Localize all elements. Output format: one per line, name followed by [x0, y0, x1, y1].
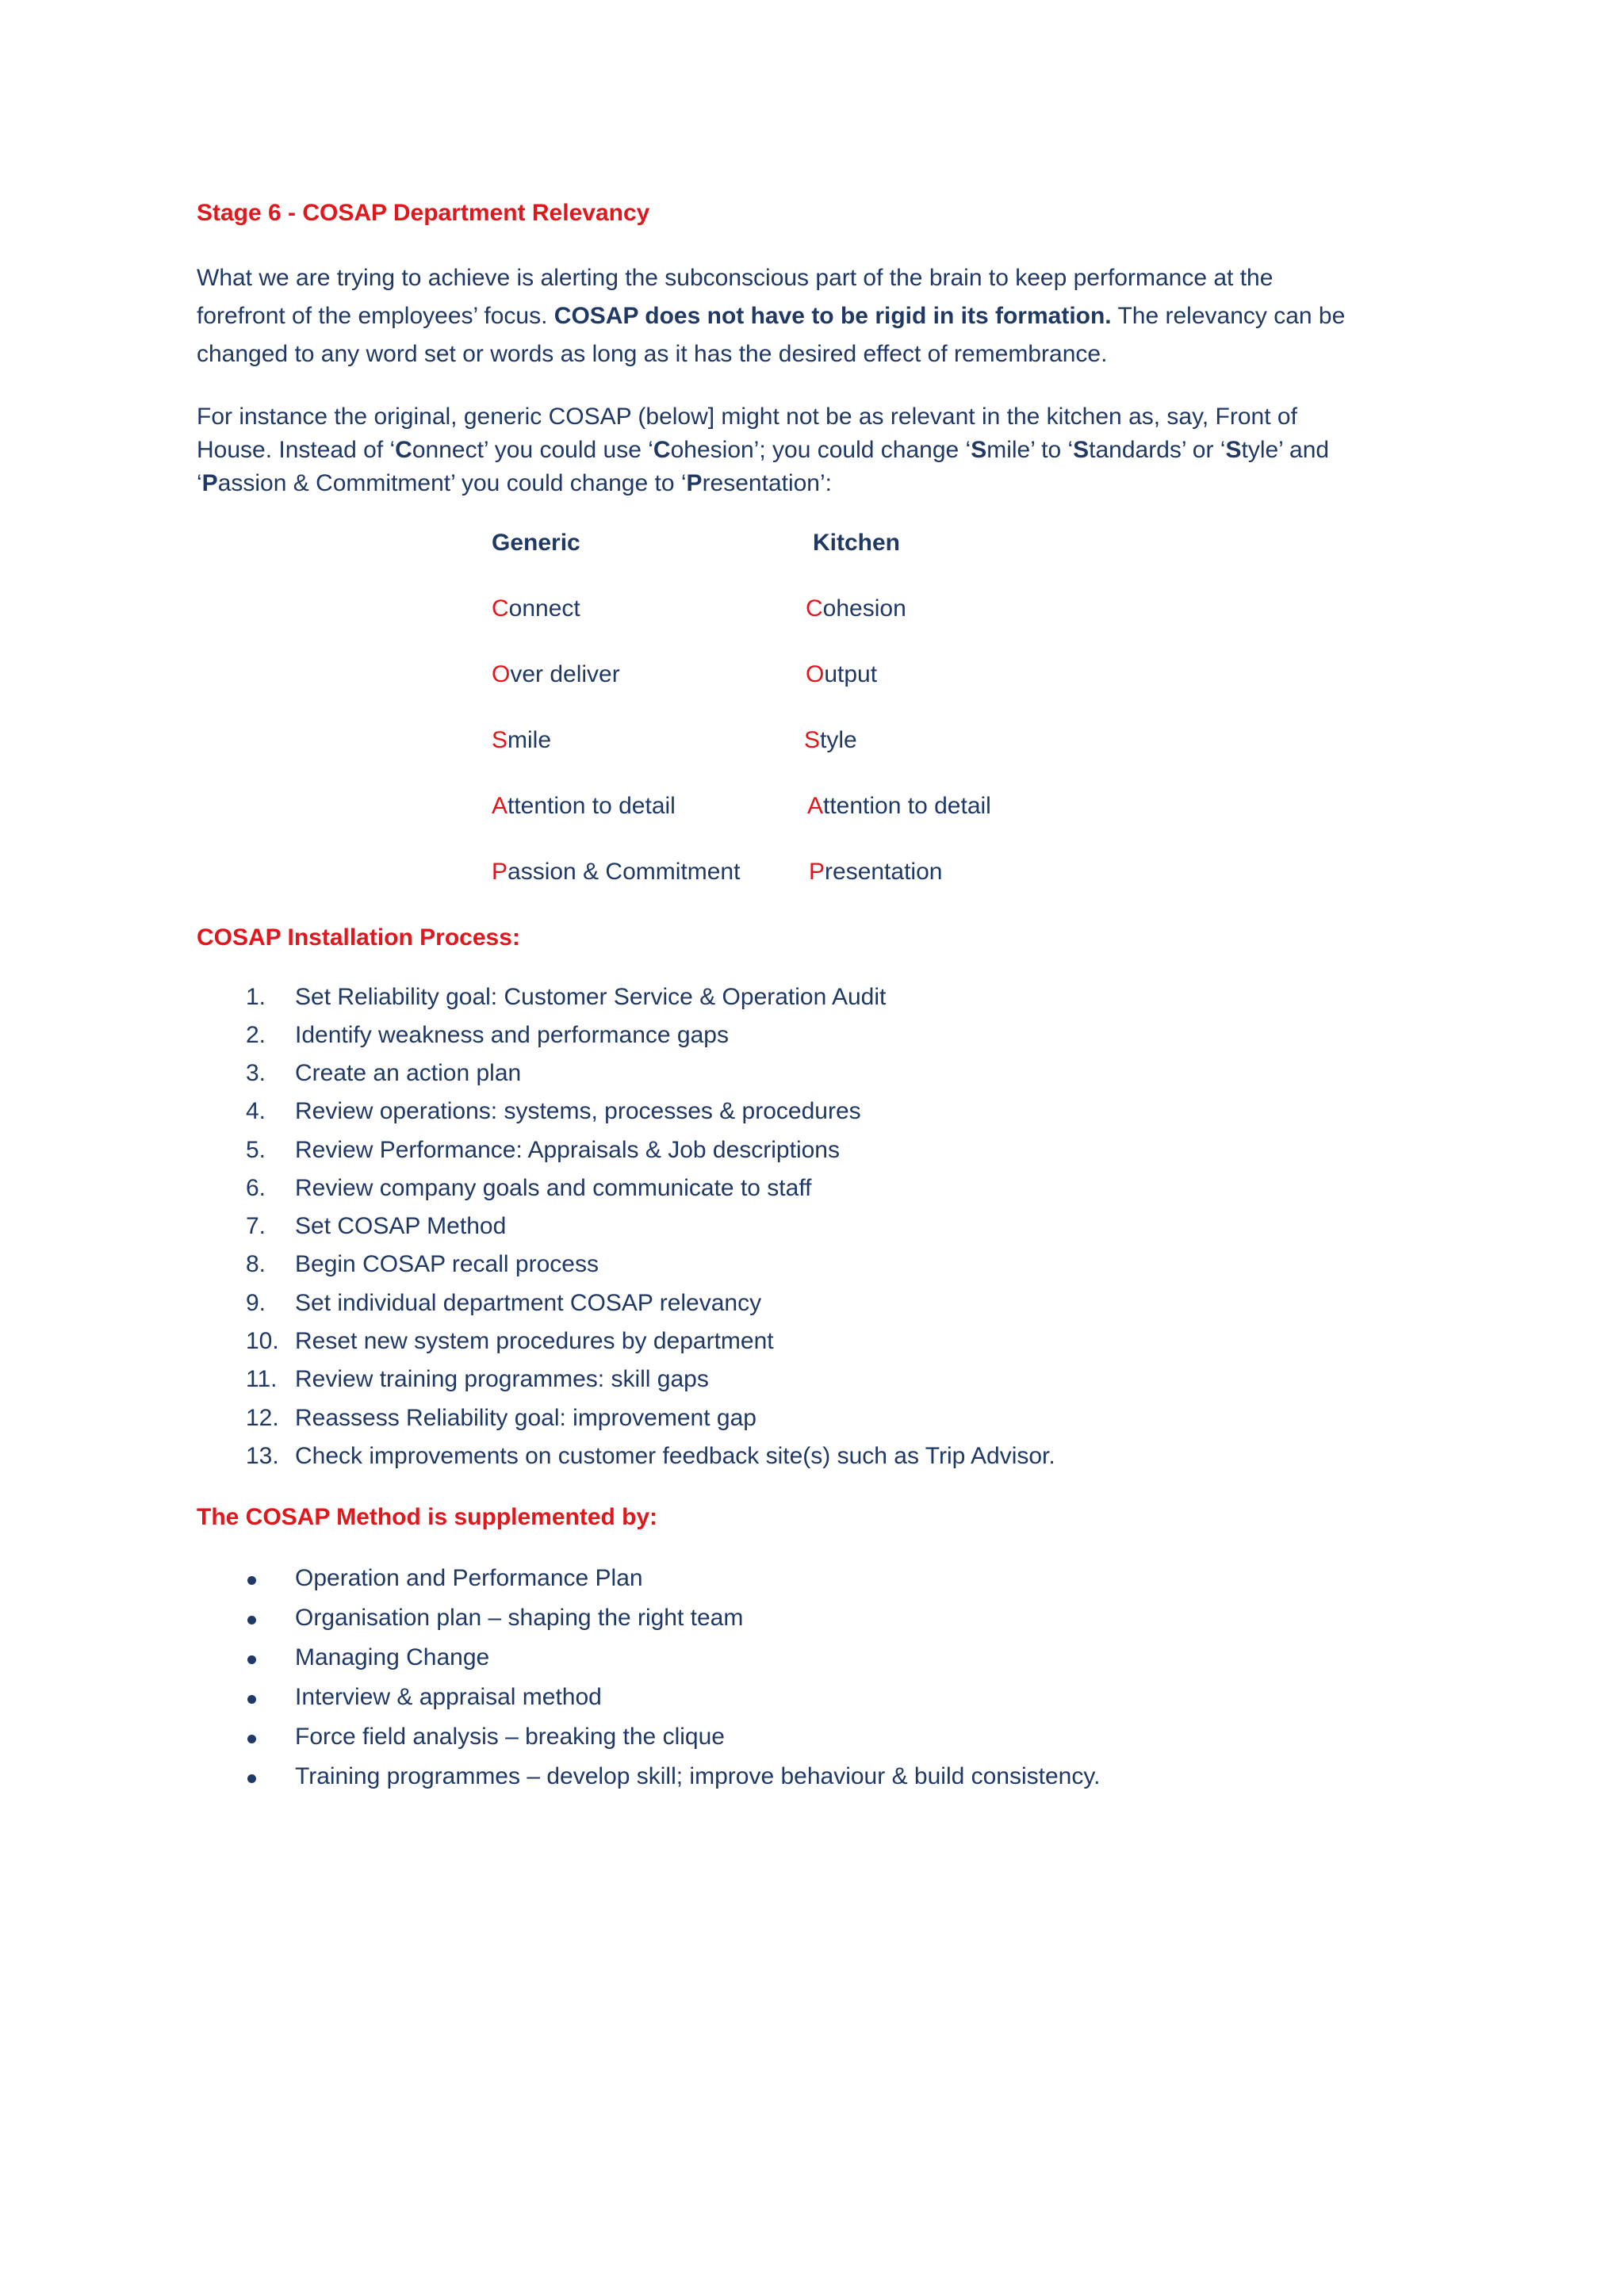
step-text: Review company goals and communicate to staff — [295, 1175, 812, 1201]
initial-letter: O — [806, 661, 825, 687]
generic-cell — [492, 727, 551, 754]
list-item — [246, 1022, 729, 1049]
bold-letter: C — [395, 437, 412, 463]
text-run: onnect’ you could use ‘ — [412, 437, 653, 463]
initial-letter: S — [492, 727, 508, 753]
word-rest: onnect — [508, 595, 580, 622]
step-text: Begin COSAP recall process — [295, 1251, 599, 1277]
initial-letter: A — [492, 793, 508, 819]
kitchen-cell — [807, 793, 991, 820]
bold-letter: P — [686, 470, 703, 496]
instance-line-1: For instance the original, generic COSAP (below] might not be as relevant in the kitchen as, say, Front of — [197, 404, 1297, 430]
generic-cell — [492, 793, 676, 820]
step-text: Set COSAP Method — [295, 1213, 507, 1239]
list-item — [246, 1137, 840, 1164]
bullet-text: Force field analysis – breaking the clique — [295, 1724, 725, 1750]
list-item — [246, 984, 887, 1011]
step-number: 8. — [246, 1251, 266, 1277]
bullet-text: Organisation plan – shaping the right team — [295, 1605, 744, 1631]
kitchen-cell — [804, 727, 857, 754]
step-number: 2. — [246, 1022, 266, 1048]
step-number: 4. — [246, 1098, 266, 1124]
step-text: Reset new system procedures by department — [295, 1328, 774, 1354]
step-number: 9. — [246, 1290, 266, 1316]
text-run: mile’ to ‘ — [986, 437, 1074, 463]
stage-heading: Stage 6 - COSAP Department Relevancy — [197, 200, 650, 226]
kitchen-cell — [809, 859, 942, 886]
step-number: 5. — [246, 1137, 266, 1163]
bullet-icon — [247, 1616, 256, 1624]
intro-line-1: What we are trying to achieve is alerting the subconscious part of the brain to keep performance at the — [197, 265, 1274, 291]
initial-letter: A — [807, 793, 824, 819]
step-text: Check improvements on customer feedback site(s) such as Trip Advisor. — [295, 1443, 1055, 1469]
bullet-icon — [247, 1655, 256, 1664]
step-number: 7. — [246, 1213, 266, 1239]
instance-line-2 — [197, 434, 1434, 467]
text-run: ‘ — [197, 470, 202, 496]
text-run: tyle’ and — [1241, 437, 1330, 463]
text-run: House. Instead of ‘ — [197, 437, 396, 463]
step-text: Identify weakness and performance gaps — [295, 1022, 729, 1048]
list-item — [246, 1366, 709, 1393]
step-number: 6. — [246, 1175, 266, 1201]
bullet-icon — [247, 1774, 256, 1783]
step-text: Reassess Reliability goal: improvement gap — [295, 1405, 756, 1431]
word-rest: utput — [824, 661, 878, 687]
generic-cell — [492, 661, 620, 688]
bold-letter: S — [971, 437, 987, 463]
bold-letter: C — [653, 437, 671, 463]
list-item — [246, 1060, 522, 1087]
text-run: ohesion’; you could change ‘ — [670, 437, 971, 463]
list-item — [246, 1251, 599, 1278]
word-rest: ttention to detail — [823, 793, 991, 819]
intro-line-2-text: forefront of the employees’ focus. — [197, 303, 554, 329]
bullet-icon — [247, 1735, 256, 1743]
word-rest: ohesion — [822, 595, 906, 622]
step-number: 12. — [246, 1405, 279, 1431]
list-item — [246, 1328, 774, 1355]
bullet-icon — [247, 1576, 256, 1585]
bold-letter: S — [1073, 437, 1090, 463]
initial-letter: P — [492, 859, 508, 885]
bold-letter: P — [201, 470, 218, 496]
list-item — [246, 1443, 1055, 1470]
list-item — [246, 1175, 812, 1202]
kitchen-cell — [806, 595, 906, 622]
generic-cell — [492, 595, 580, 622]
step-number: 3. — [246, 1060, 266, 1086]
text-run: assion & Commitment’ you could change to ‘ — [217, 470, 687, 496]
installation-heading: COSAP Installation Process: — [197, 924, 520, 951]
list-item — [246, 1290, 762, 1317]
kitchen-cell — [806, 661, 877, 688]
step-text: Review operations: systems, processes & procedures — [295, 1098, 861, 1124]
intro-line-2 — [197, 297, 1434, 335]
initial-letter: O — [492, 661, 511, 687]
word-rest: ttention to detail — [508, 793, 676, 819]
word-rest: assion & Commitment — [508, 859, 741, 885]
initial-letter: P — [809, 859, 825, 885]
column-header-kitchen: Kitchen — [813, 530, 901, 556]
bullet-text: Operation and Performance Plan — [295, 1565, 643, 1591]
bullet-text: Managing Change — [295, 1644, 490, 1670]
text-run: tandards’ or ‘ — [1089, 437, 1226, 463]
step-number: 10. — [246, 1328, 279, 1354]
instance-line-3 — [197, 467, 1434, 500]
step-text: Set individual department COSAP relevancy — [295, 1290, 762, 1316]
intro-line-3: changed to any word set or words as long as it has the desired effect of remembrance. — [197, 341, 1108, 367]
initial-letter: C — [492, 595, 509, 622]
list-item — [246, 1405, 756, 1432]
initial-letter: C — [806, 595, 823, 622]
word-rest: ver deliver — [510, 661, 620, 687]
bullet-text: Training programmes – develop skill; improve behaviour & build consistency. — [295, 1763, 1101, 1789]
list-item — [246, 1213, 507, 1240]
generic-cell — [492, 859, 740, 886]
bold-letter: S — [1225, 437, 1242, 463]
step-number: 13. — [246, 1443, 279, 1469]
intro-paragraph — [197, 259, 1434, 373]
step-text: Review Performance: Appraisals & Job descriptions — [295, 1137, 840, 1163]
step-number: 1. — [246, 984, 266, 1010]
instance-paragraph — [197, 400, 1434, 500]
intro-line-2-tail: The relevancy can be — [1111, 303, 1346, 329]
bullet-text: Interview & appraisal method — [295, 1684, 602, 1710]
bullet-icon — [247, 1695, 256, 1704]
word-rest: tyle — [820, 727, 857, 753]
step-text: Review training programmes: skill gaps — [295, 1366, 709, 1392]
word-rest: mile — [508, 727, 552, 753]
word-rest: resentation — [825, 859, 943, 885]
step-text: Set Reliability goal: Customer Service & Operation Audit — [295, 984, 887, 1010]
step-text: Create an action plan — [295, 1060, 522, 1086]
list-item — [246, 1098, 861, 1125]
intro-bold-statement: COSAP does not have to be rigid in its formation. — [553, 303, 1112, 329]
text-run: resentation’: — [702, 470, 832, 496]
column-header-generic: Generic — [492, 530, 580, 556]
supplement-heading: The COSAP Method is supplemented by: — [197, 1504, 658, 1530]
initial-letter: S — [804, 727, 821, 753]
step-number: 11. — [246, 1366, 278, 1392]
